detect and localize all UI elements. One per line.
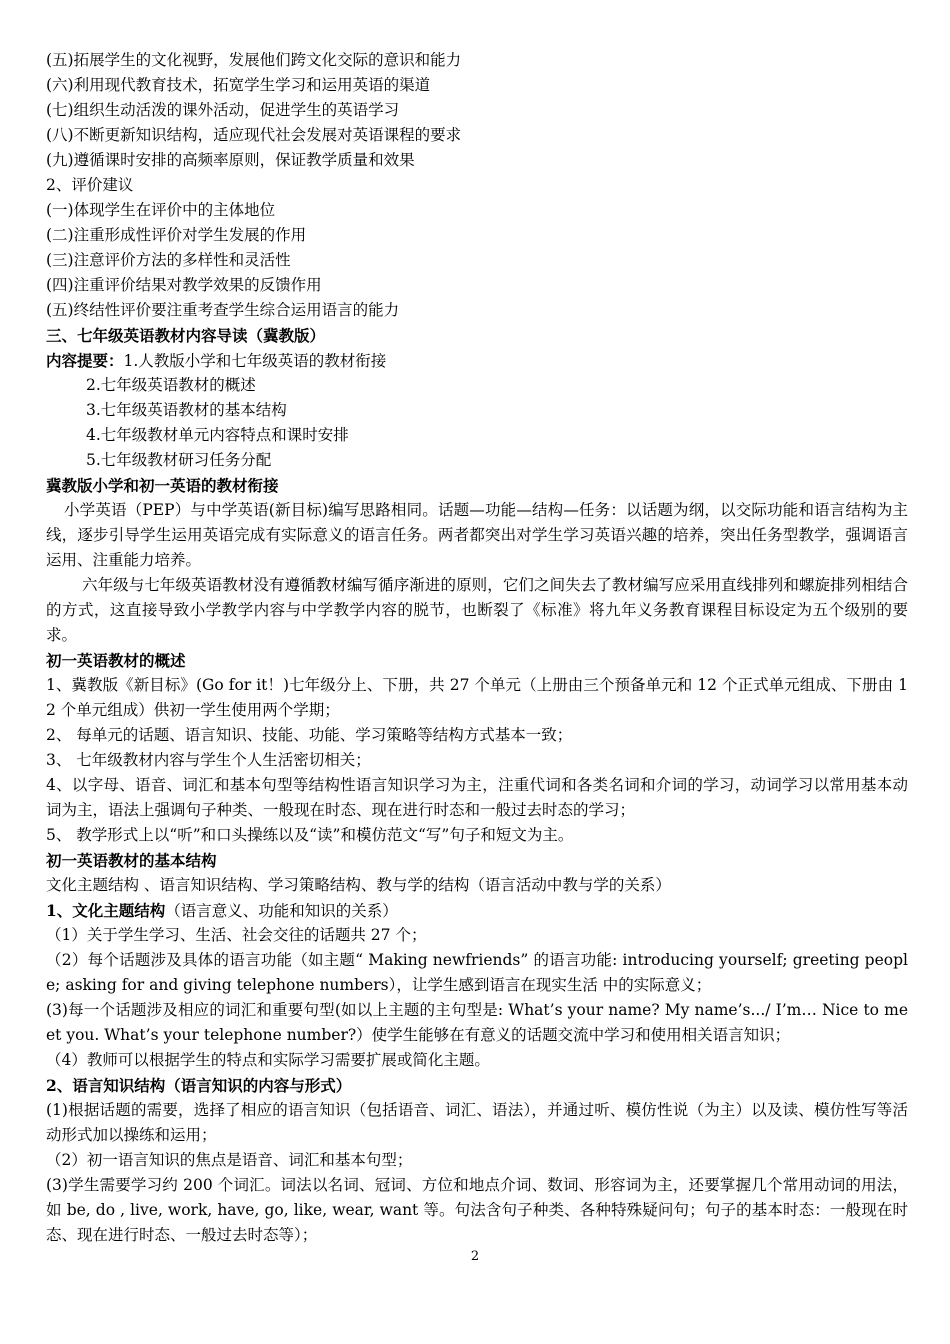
text-line: (五)拓展学生的文化视野，发展他们跨文化交际的意识和能力 (46, 51, 462, 69)
paragraph: 六年级与七年级英语教材没有遵循教材编写循序渐进的原则，它们之间失去了教材编写应采用直线排列和螺旋排列相结合的方式，这直接导致小学教学内容与中学教学内容的脱节，也断裂了《标准》将九年义务教育课程目标设定为五个级别的要求。 (46, 576, 908, 644)
text-line: (九)遵循课时安排的高频率原则，保证教学质量和效果 (46, 151, 415, 169)
document-page (46, 48, 908, 1248)
summary-label: 内容提要： (46, 351, 124, 370)
text-line: 2、评价建议 (46, 176, 134, 194)
list-item: （2）初一语言知识的焦点是语音、词汇和基本句型； (46, 1151, 413, 1169)
list-item: 3、 七年级教材内容与学生个人生活密切相关； (46, 751, 371, 769)
summary-item: 5.七年级教材研习任务分配 (86, 451, 272, 469)
list-item: （2）每个话题涉及具体的语言功能（如主题“ Making newfriends” 的语言功能: introducing yourself; greeting people; asking for and giving telephone numbers），让学生感到语言在现实生活 中的实际意义； (46, 951, 908, 994)
summary-line (46, 348, 908, 373)
page-number: 2 (470, 1249, 480, 1264)
text-line: (七)组织生动活泼的课外活动，促进学生的英语学习 (46, 101, 400, 119)
list-item: 1、冀教版《新目标》(Go for it！)七年级分上、下册，共 27 个单元（上册由三个预备单元和 12 个正式单元组成、下册由 12 个单元组成）供初一学生使用两个学期； (46, 676, 908, 719)
section-heading: 初一英语教材的基本结构 (46, 851, 217, 870)
subheading-line (46, 898, 908, 923)
summary-item: 4.七年级教材单元内容特点和课时安排 (86, 426, 349, 444)
summary-item: 1.人教版小学和七年级英语的教材衔接 (123, 352, 387, 370)
text-line: (八)不断更新知识结构，适应现代社会发展对英语课程的要求 (46, 126, 462, 144)
text-line: (四)注重评价结果对教学效果的反馈作用 (46, 276, 322, 294)
section-heading: 三、七年级英语教材内容导读（冀教版） (46, 326, 326, 345)
text-line: 文化主题结构 、语言知识结构、学习策略结构、教与学的结构（语言活动中教与学的关系） (46, 876, 671, 894)
list-item: （1）关于学生学习、生活、社会交往的话题共 27 个； (46, 926, 427, 944)
text-line: (一)体现学生在评价中的主体地位 (46, 201, 276, 219)
subheading: 1、文化主题结构 (46, 901, 166, 920)
section-heading: 冀教版小学和初一英语的教材衔接 (46, 476, 279, 495)
section-heading: 初一英语教材的概述 (46, 651, 186, 670)
text-line: (六)利用现代教育技术，拓宽学生学习和运用英语的渠道 (46, 76, 431, 94)
summary-item: 3.七年级英语教材的基本结构 (86, 401, 287, 419)
list-item: (3)学生需要学习约 200 个词汇。词法以名词、冠词、方位和地点介词、数词、形容词为主，还要掌握几个常用动词的用法，如 be, do , live, work, have, go, like, wear, want 等。句法含句子种类、各种特殊疑问句；句子的基本时态：一般现在时态、现在进行时态、一般过去时态等）； (46, 1176, 908, 1244)
list-item: 4、以字母、语音、词汇和基本句型等结构性语言知识学习为主，注重代词和各类名词和介词的学习，动词学习以常用基本动词为主，语法上强调句子种类、一般现在时态、现在进行时态和一般过去时态的学习； (46, 776, 908, 819)
paragraph: 小学英语（PEP）与中学英语(新目标)编写思路相同。话题—功能—结构—任务：以话题为纲，以交际功能和语言结构为主线，逐步引导学生运用英语完成有实际意义的语言任务。两者都突出对学生学习英语兴趣的培养，突出任务型教学，强调语言运用、注重能力培养。 (46, 501, 908, 569)
list-item: (1)根据话题的需要，选择了相应的语言知识（包括语音、词汇、语法），并通过听、模仿性说（为主）以及读、模仿性写等活动形式加以操练和运用； (46, 1101, 908, 1144)
text-line: (二)注重形成性评价对学生发展的作用 (46, 226, 307, 244)
summary-item: 2.七年级英语教材的概述 (86, 376, 256, 394)
section-heading: 2、语言知识结构（语言知识的内容与形式） (46, 1076, 352, 1095)
list-item: 2、 每单元的话题、语言知识、技能、功能、学习策略等结构方式基本一致； (46, 726, 573, 744)
text-line: (三)注意评价方法的多样性和灵活性 (46, 251, 291, 269)
list-item: 5、 教学形式上以“听”和口头操练以及“读”和模仿范文“写”句子和短文为主。 (46, 826, 574, 844)
subheading-note: （语言意义、功能和知识的关系） (165, 902, 398, 920)
text-line: (五)终结性评价要注重考查学生综合运用语言的能力 (46, 301, 400, 319)
list-item: (3)每一个话题涉及相应的词汇和重要句型(如以上主题的主句型是: What’s your name? My name’s.../ I’m… Nice to meet you. What’s your telephone number?）使学生能够在有意义的话题交流中学习和使用相关语言知识； (46, 1001, 908, 1044)
list-item: （4）教师可以根据学生的特点和实际学习需要扩展或简化主题。 (46, 1051, 490, 1069)
